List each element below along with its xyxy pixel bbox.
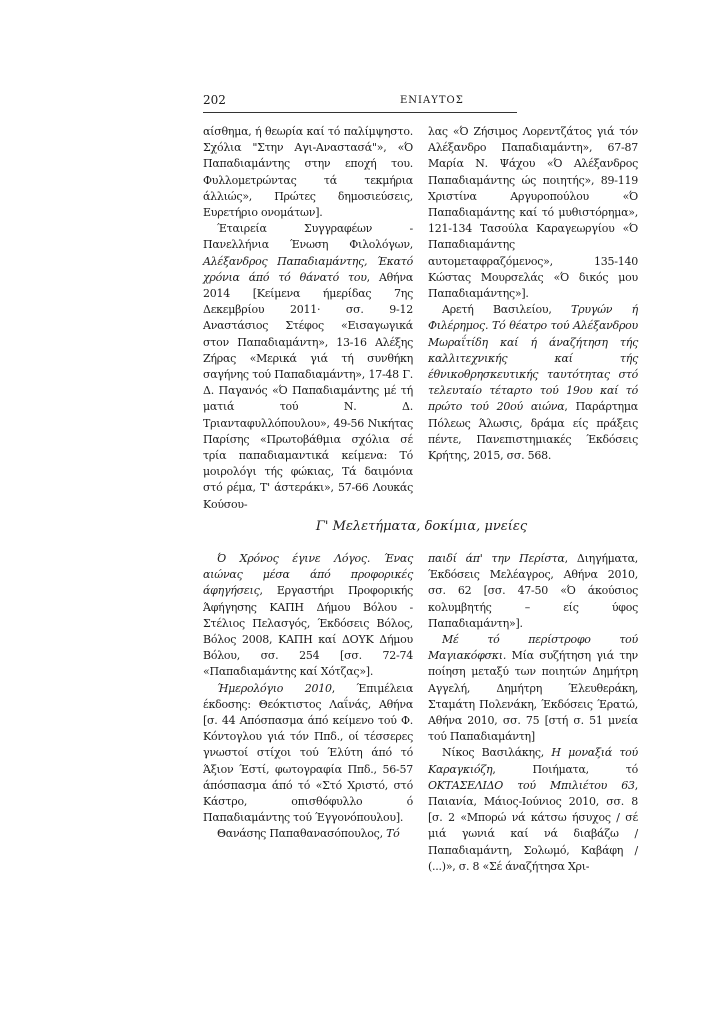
- bibliography-entry: Νίκος Βασιλάκης, Η μοναξιά τού Καραγκιόζη, Ποιήματα, τό ΟΚΤΑΣΕΛΙΔΟ τού Μπιλιέτου 63, Παιανία, Μάιος-Ιούνιος 2010, σσ. 8 [σ. 2 «Μπορώ νά κάτσω ήσυχος / σέ μιά γωνιά καί νά διαβάζω / Παπαδιαμάντη, Σολωμό, Καβάφη / (...)», σ. 8 «Σέ άναζήτησα Χρι-: [428, 746, 638, 873]
- bibliography-entry: Ό Χρόνος έγινε Λόγος. Ένας αιώνας μέσα άπό προφορικές άφηγήσεις, Εργαστήρι Προφορικής Άφήγησης ΚΑΠΗ Δήμου Βόλου - Στέλιος Πελασγός, Έκδόσεις Βόλος, Βόλος 2008, ΚΑΠΗ καί ΔΟΥΚ Δήμου Βόλου, σσ. 254 [σσ. 72-74 «Παπαδιαμάντης καί Χότζας»].: [203, 552, 413, 679]
- continued-entry: αίσθημα, ή θεωρία καί τό παλίμψηστο. Σχόλια "Στην Αγι-Αναστασά"», «Ό Παπαδιαμάντης στην εποχή του. Φυλλομετρώντας τά τεκμήρια άλλιώς», Πρώτες δημοσιεύσεις, Ευρετήριο ονομάτων].: [203, 125, 413, 220]
- bibliography-entry: Μέ τό περίστροφο τού Μαγιακόφσκι. Μία συζήτηση γιά την ποίηση μεταξύ των ποιητών Δημήτρη Αγγελή, Δημήτρη Έλευθεράκη, Σταμάτη Πολενάκη, Έκδόσεις Έρατώ, Αθήνα 2010, σσ. 75 [στή σ. 51 μνεία τού Παπαδιαμάντη]: [428, 633, 638, 744]
- bibliography-entry: Θανάσης Παπαθανασόπουλος, Τό: [217, 827, 400, 841]
- bottom-left-column: [203, 551, 413, 843]
- header-rule: [203, 112, 517, 113]
- bibliography-entry: Έταιρεία Συγγραφέων - Πανελλήνια Ένωση Φιλολόγων, Αλέξανδρος Παπαδιαμάντης, Έκατό χρόνια άπό τό θάνατό του, Αθήνα 2014 [Κείμενα ήμερίδας 7ης Δεκεμβρίου 2011· σσ. 9-12 Αναστάσιος Στέφος «Εισαγωγικά στον Παπαδιαμάντη», 13-16 Αλέξης Ζήρας «Μερικά γιά τή συνθήκη σαγήνης τού Παπαδιαμάντη», 17-48 Γ. Δ. Παγανός «Ό Παπαδιαμάντης μέ τή ματιά τού Ν. Δ. Τριανταφυλλόπουλου», 49-56 Νικήτας Παρίσης «Πρωτοβάθμια σχόλια σέ τρία παπαδιαμαντικά κείμενα: Τό μοιρολόγι τής φώκιας, Τά δαιμόνια στό ρέμα, Τ' άστεράκι», 57-66 Λουκάς Κούσου-: [203, 222, 413, 511]
- top-left-column: [203, 124, 413, 513]
- continued-entry: λας «Ό Ζήσιμος Λορεντζάτος γιά τόν Αλέξανδρο Παπαδιαμάντη», 67-87 Μαρία Ν. Ψάχου «Ό Αλέξανδρος Παπαδιαμάντης ώς ποιητής», 89-119 Χριστίνα Αργυροπούλου «Ό Παπαδιαμάντης καί τό μυθιστόρημα», 121-134 Τασούλα Καραγεωργίου «Ό Παπαδιαμάντης αυτομεταφραζόμενος», 135-140 Κώστας Μουρσελάς «Ό δικός μου Παπαδιαμάντης»].: [428, 125, 638, 301]
- bibliography-entry: Ήμερολόγιο 2010, Έπιμέλεια έκδοσης: Θεόκτιστος Λαΐνάς, Αθήνα [σ. 44 Απόσπασμα άπό κείμενο τού Φ. Κόντογλου γιά τόν Ππδ., οί τέσσερες γνωστοί στίχοι τού Έλύτη άπό τό Άξιον Έστί, φωτογραφία Ππδ., 56-57 άπόσπασμα άπό τό «Στό Χριστό, στό Κάστρο, οπισθόφυλλο ό Παπαδιαμάντης τού Έγγονόπουλου].: [203, 681, 413, 825]
- continued-entry: παιδί άπ' την Περίστα, Διηγήματα, Έκδόσεις Μελέαγρος, Αθήνα 2010, σσ. 62 [σσ. 47-50 «Ό άκούσιος κολυμβητής – είς ύφος Παπαδιαμάντη»].: [428, 552, 638, 630]
- bottom-right-column: [428, 551, 638, 875]
- running-head: ΕΝΙΑΥΤΟΣ: [400, 95, 464, 106]
- bibliography-entry: Αρετή Βασιλείου, Τρυγών ή Φιλέρημος. Τό θέατρο τού Αλέξανδρου Μωραΐτίδη καί ή άναζήτηση τής καλλιτεχνικής καί τής έθνικοθρησκευτικής ταυτότητας στό τελευταίο τέταρτο τού 19ου καί τό πρώτο τού 20ού αιώνα, Παράρτημα Πόλεως Άλωσις, δράμα είς πράξεις πέντε, Πανεπιστημιακές Έκδόσεις Κρήτης, 2015, σσ. 568.: [428, 303, 639, 463]
- section-heading: Γ' Μελετήματα, δοκίμια, μνείες: [315, 519, 528, 534]
- page-number: 202: [203, 93, 226, 107]
- top-right-column: [428, 124, 638, 464]
